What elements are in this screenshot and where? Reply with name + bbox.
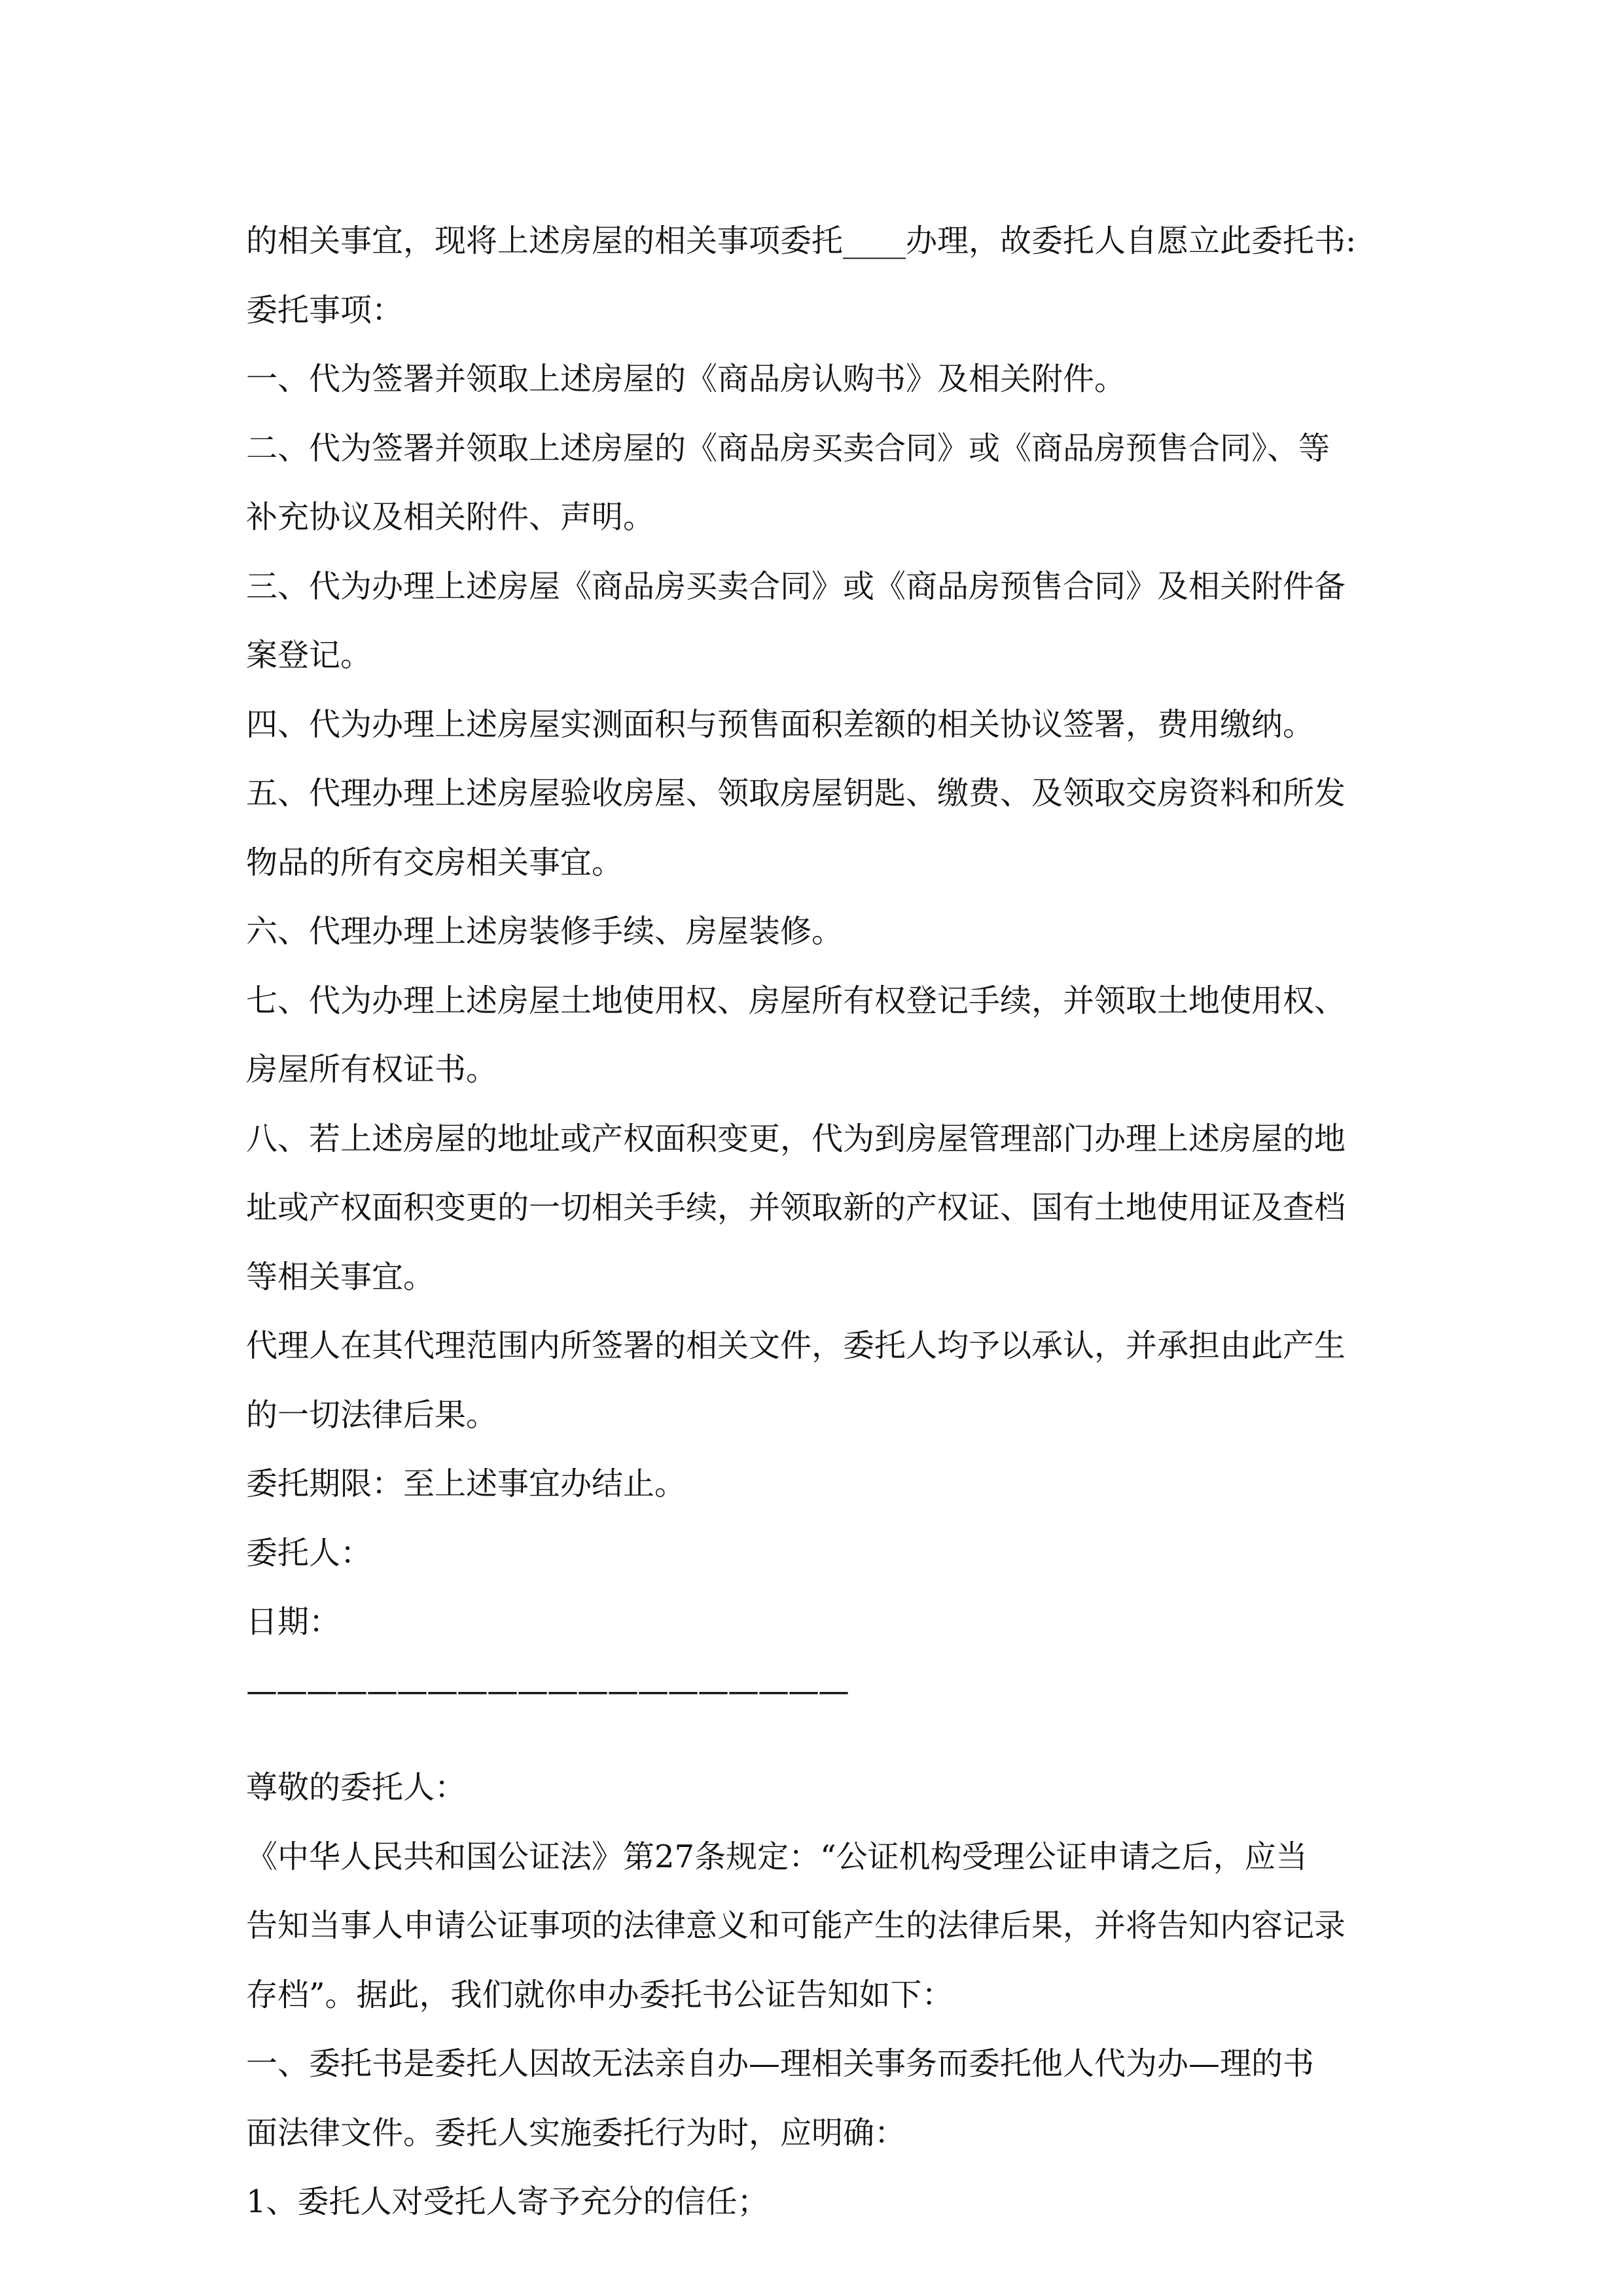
text-line: 六、代理办理上述房装修手续、房屋装修。 <box>246 913 844 950</box>
text-line: 告知当事人申请公证事项的法律意义和可能产生的法律后果，并将告知内容记录 <box>246 1907 1346 1944</box>
text-line: 《中华人民共和国公证法》第27条规定：“公证机构受理公证申请之后，应当 <box>246 1838 1308 1875</box>
text-line: 二、代为签署并领取上述房屋的《商品房买卖合同》或《商品房预售合同》、等 <box>246 429 1330 467</box>
text-line: 委托事项： <box>246 291 404 329</box>
text-line: 五、代理办理上述房屋验收房屋、领取房屋钥匙、缴费、及领取交房资料和所发 <box>246 775 1346 812</box>
text-line: 的相关事宜，现将上述房屋的相关事项委托____办理，故委托人自愿立此委托书: <box>246 223 1357 259</box>
text-line: 面法律文件。委托人实施委托行为时，应明确： <box>246 2114 906 2151</box>
text-line: 尊敬的委托人： <box>246 1769 467 1806</box>
text-line: 存档”。据此，我们就你申办委托书公证告知如下： <box>246 1976 954 2013</box>
text-line: 八、若上述房屋的地址或产权面积变更，代为到房屋管理部门办理上述房屋的地 <box>246 1120 1346 1157</box>
text-line: 委托人： <box>246 1534 372 1571</box>
text-line: 三、代为办理上述房屋《商品房买卖合同》或《商品房预售合同》及相关附件备 <box>246 567 1346 605</box>
text-line: 的一切法律后果。 <box>246 1396 498 1433</box>
text-line: 四、代为办理上述房屋实测面积与预售面积差额的相关协议签署，费用缴纳。 <box>246 706 1315 743</box>
text-line: 等相关事宜。 <box>246 1258 435 1295</box>
document-body <box>246 207 1398 2237</box>
text-line: 物品的所有交房相关事宜。 <box>246 844 624 881</box>
text-line: 补充协议及相关附件、声明。 <box>246 499 655 535</box>
separator-line: ———————————————————— <box>246 1672 848 1710</box>
text-line: 委托期限：至上述事宜办结止。 <box>246 1465 687 1502</box>
text-line: 案登记。 <box>246 637 372 673</box>
text-line: 1、委托人对受托人寄予充分的信任； <box>246 2183 769 2220</box>
text-line: 房屋所有权证书。 <box>246 1051 498 1088</box>
text-line: 一、委托书是委托人因故无法亲自办—理相关事务而委托他人代为办—理的书 <box>246 2045 1315 2082</box>
text-line: 日期： <box>246 1604 341 1640</box>
text-line: 七、代为办理上述房屋土地使用权、房屋所有权登记手续，并领取土地使用权、 <box>246 982 1346 1019</box>
text-line: 址或产权面积变更的一切相关手续，并领取新的产权证、国有土地使用证及查档 <box>246 1189 1346 1226</box>
section-gap <box>246 1726 1398 1753</box>
text-line: 代理人在其代理范围内所签署的相关文件，委托人均予以承认，并承担由此产生 <box>246 1327 1346 1364</box>
text-line: 一、代为签署并领取上述房屋的《商品房认购书》及相关附件。 <box>246 361 1126 397</box>
